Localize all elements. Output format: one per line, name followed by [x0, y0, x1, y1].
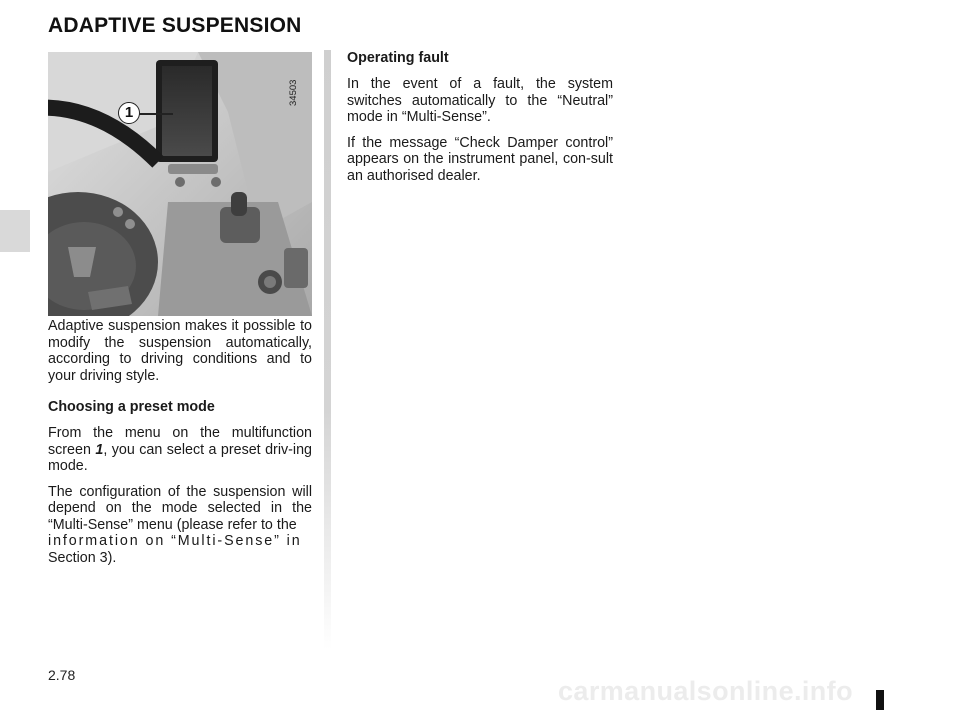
column-divider [324, 50, 331, 650]
section-tab-marker [0, 210, 30, 252]
operating-fault-heading: Operating fault [347, 50, 449, 66]
watermark-logo: carmanualsonline.info [558, 676, 853, 706]
fault-paragraph: In the event of a fault, the system switches automatically to the “Neutral” mode in “Multi-Sense”. [347, 76, 613, 125]
preset-mode-paragraph [48, 425, 312, 475]
paragraph-text: information on “Multi-Sense” in [48, 533, 302, 549]
screen-reference: 1 [95, 441, 104, 458]
paragraph-text: Section 3). [48, 549, 117, 566]
right-column [347, 50, 613, 193]
paragraph-text: From the menu on the multifunction screen [48, 425, 312, 458]
damper-message-paragraph: If the message “Check Damper control” appears on the instrument panel, con-sult an authorised dealer. [347, 134, 613, 184]
figure-code: 34503 [288, 79, 299, 106]
callout-leader-line [139, 113, 173, 115]
page-title: ADAPTIVE SUSPENSION [48, 14, 302, 37]
callout-number: 1 [118, 102, 140, 124]
dashboard-multifunction-screen-photo [48, 52, 312, 316]
page-corner-mark [876, 690, 884, 710]
configuration-paragraph [48, 484, 312, 567]
paragraph-text: The configuration of the suspension will depend on the mode selected in the “Multi-Sense” menu (please refer to the [48, 483, 312, 533]
section-heading: Choosing a preset mode [48, 399, 215, 415]
dashboard-photo [48, 52, 312, 316]
page-number: 2.78 [48, 667, 76, 683]
left-column [48, 318, 312, 575]
paragraph-text: , you can select a preset driv-ing mode. [48, 441, 312, 474]
intro-paragraph: Adaptive suspension makes it possible to modify the suspension automatically, according to driving conditions and to your driving style. [48, 318, 312, 384]
